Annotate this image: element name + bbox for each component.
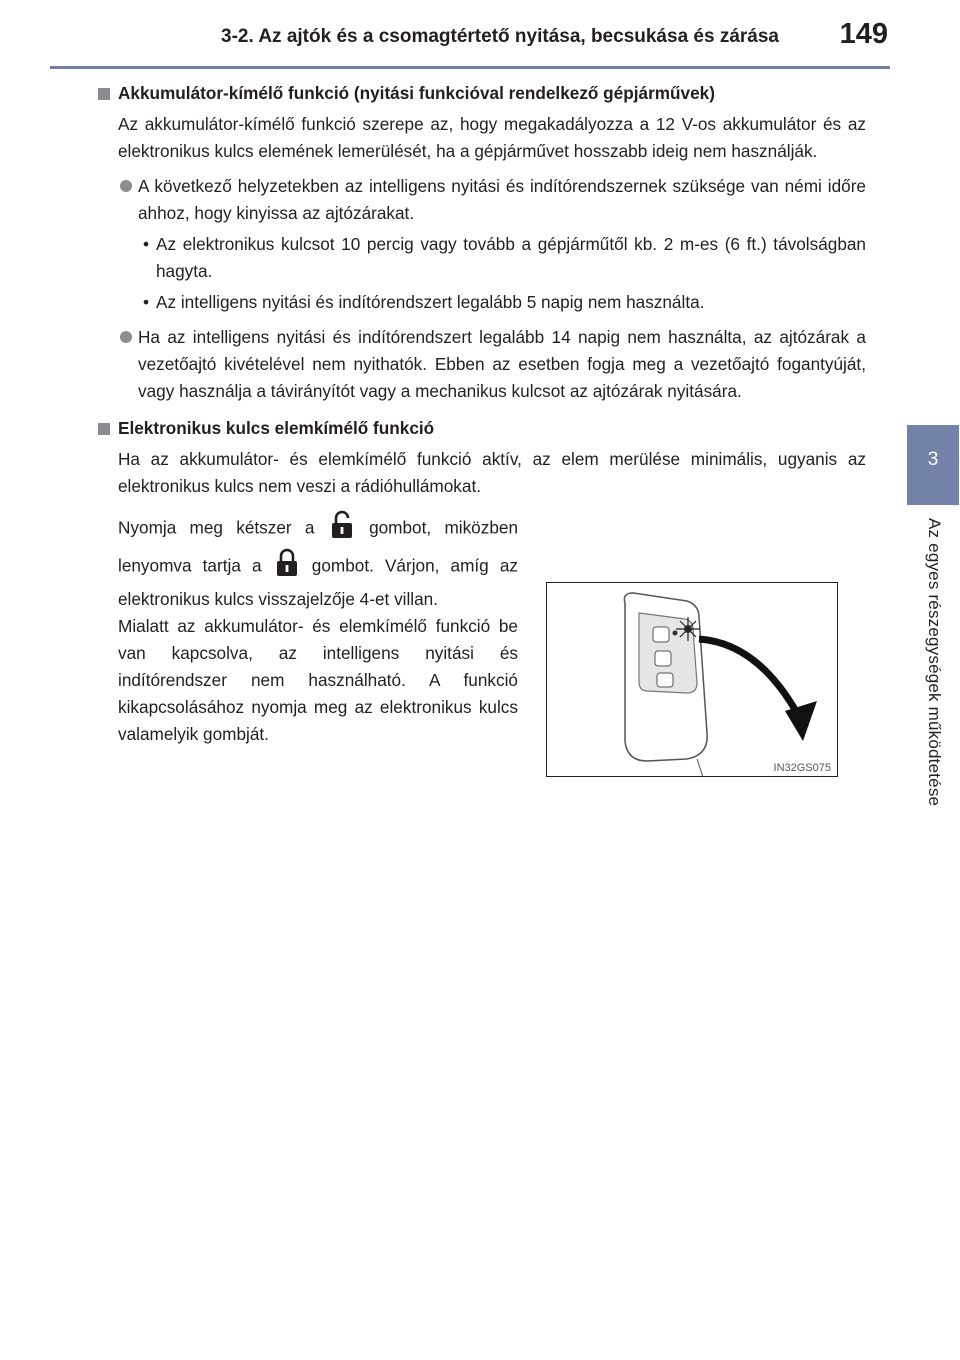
chapter-caption: Az egyes részegységek működtetése: [925, 518, 944, 807]
key-illustration: [546, 582, 838, 777]
section-intro: Az akkumulátor-kímélő funkció szerepe az, hogy megakadályozza a 12 V-os akkumulátor és az elektronikus kulcs elemének lemerülését, ha a gépjárművet hosszabb ideig nem használják.: [118, 114, 866, 161]
bullet-item: [116, 173, 866, 227]
section-heading-text: Elektronikus kulcs elemkímélő funkció: [118, 418, 435, 438]
chapter-tab: 3: [907, 425, 959, 505]
header-rule: [50, 66, 890, 69]
page-number: 149: [839, 18, 888, 50]
section-heading: [96, 80, 866, 107]
section-heading: [96, 415, 866, 442]
key-fob-icon: [547, 583, 837, 776]
instruction-text: [118, 510, 518, 748]
sub-item: [136, 231, 866, 285]
round-bullet-icon: [120, 331, 132, 343]
small-dot-icon: •: [142, 234, 150, 254]
instruction-part: Nyomja meg kétszer a: [118, 517, 315, 538]
section-intro: Ha az akkumulátor- és elemkímélő funkció aktív, az elem merülése minimális, ugyanis az elektronikus kulcs nem veszi a rádióhullámokat.: [118, 449, 866, 496]
unlock-icon: [328, 510, 356, 548]
section-heading-text: Akkumulátor-kímélő funkció (nyitási funkcióval rendelkező gépjárművek): [118, 83, 715, 103]
lock-icon: [273, 548, 301, 586]
bullet-text: A következő helyzetekben az intelligens nyitási és indítórendszernek szüksége van némi időre ahhoz, hogy kinyissa az ajtózárakat.: [138, 176, 866, 223]
instruction-note: Mialatt az akkumulátor- és elemkímélő funkció be van kapcsolva, az intelligens nyitási és indítórendszer nem használható. A funkció kikapcsolásához nyomja meg az elektronikus kulcs valamelyik gombját.: [118, 616, 518, 744]
small-dot-icon: •: [142, 292, 150, 312]
sub-item: [136, 289, 866, 316]
square-bullet-icon: [98, 423, 110, 435]
bullet-text: Ha az intelligens nyitási és indítórendszert legalább 14 napig nem használta, az ajtózárak a vezetőajtó kivételével nem nyithatók. Ebben az esetben fogja meg a vezetőajtó fogantyúját, vagy használja a távirányítót vagy a mechanikus kulcsot az ajtózárak nyitására.: [138, 327, 866, 401]
sub-item-text: Az intelligens nyitási és indítórendszert legalább 5 napig nem használta.: [156, 292, 705, 312]
square-bullet-icon: [98, 88, 110, 100]
instruction-part: gombot. Várjon, amíg az elektronikus kulcs visszajelzője 4-et villan.: [118, 555, 518, 609]
running-header: 3-2. Az ajtók és a csomagtértető nyitása, becsukása és zárása: [221, 26, 779, 47]
sub-item-text: Az elektronikus kulcsot 10 percig vagy tovább a gépjárműtől kb. 2 m-es (6 ft.) távolságban hagyta.: [156, 234, 866, 281]
figure-id: IN32GS075: [773, 762, 831, 774]
bullet-item: [116, 324, 866, 405]
round-bullet-icon: [120, 180, 132, 192]
instruction-part: gombot, miközben lenyomva tartja a: [118, 517, 519, 576]
